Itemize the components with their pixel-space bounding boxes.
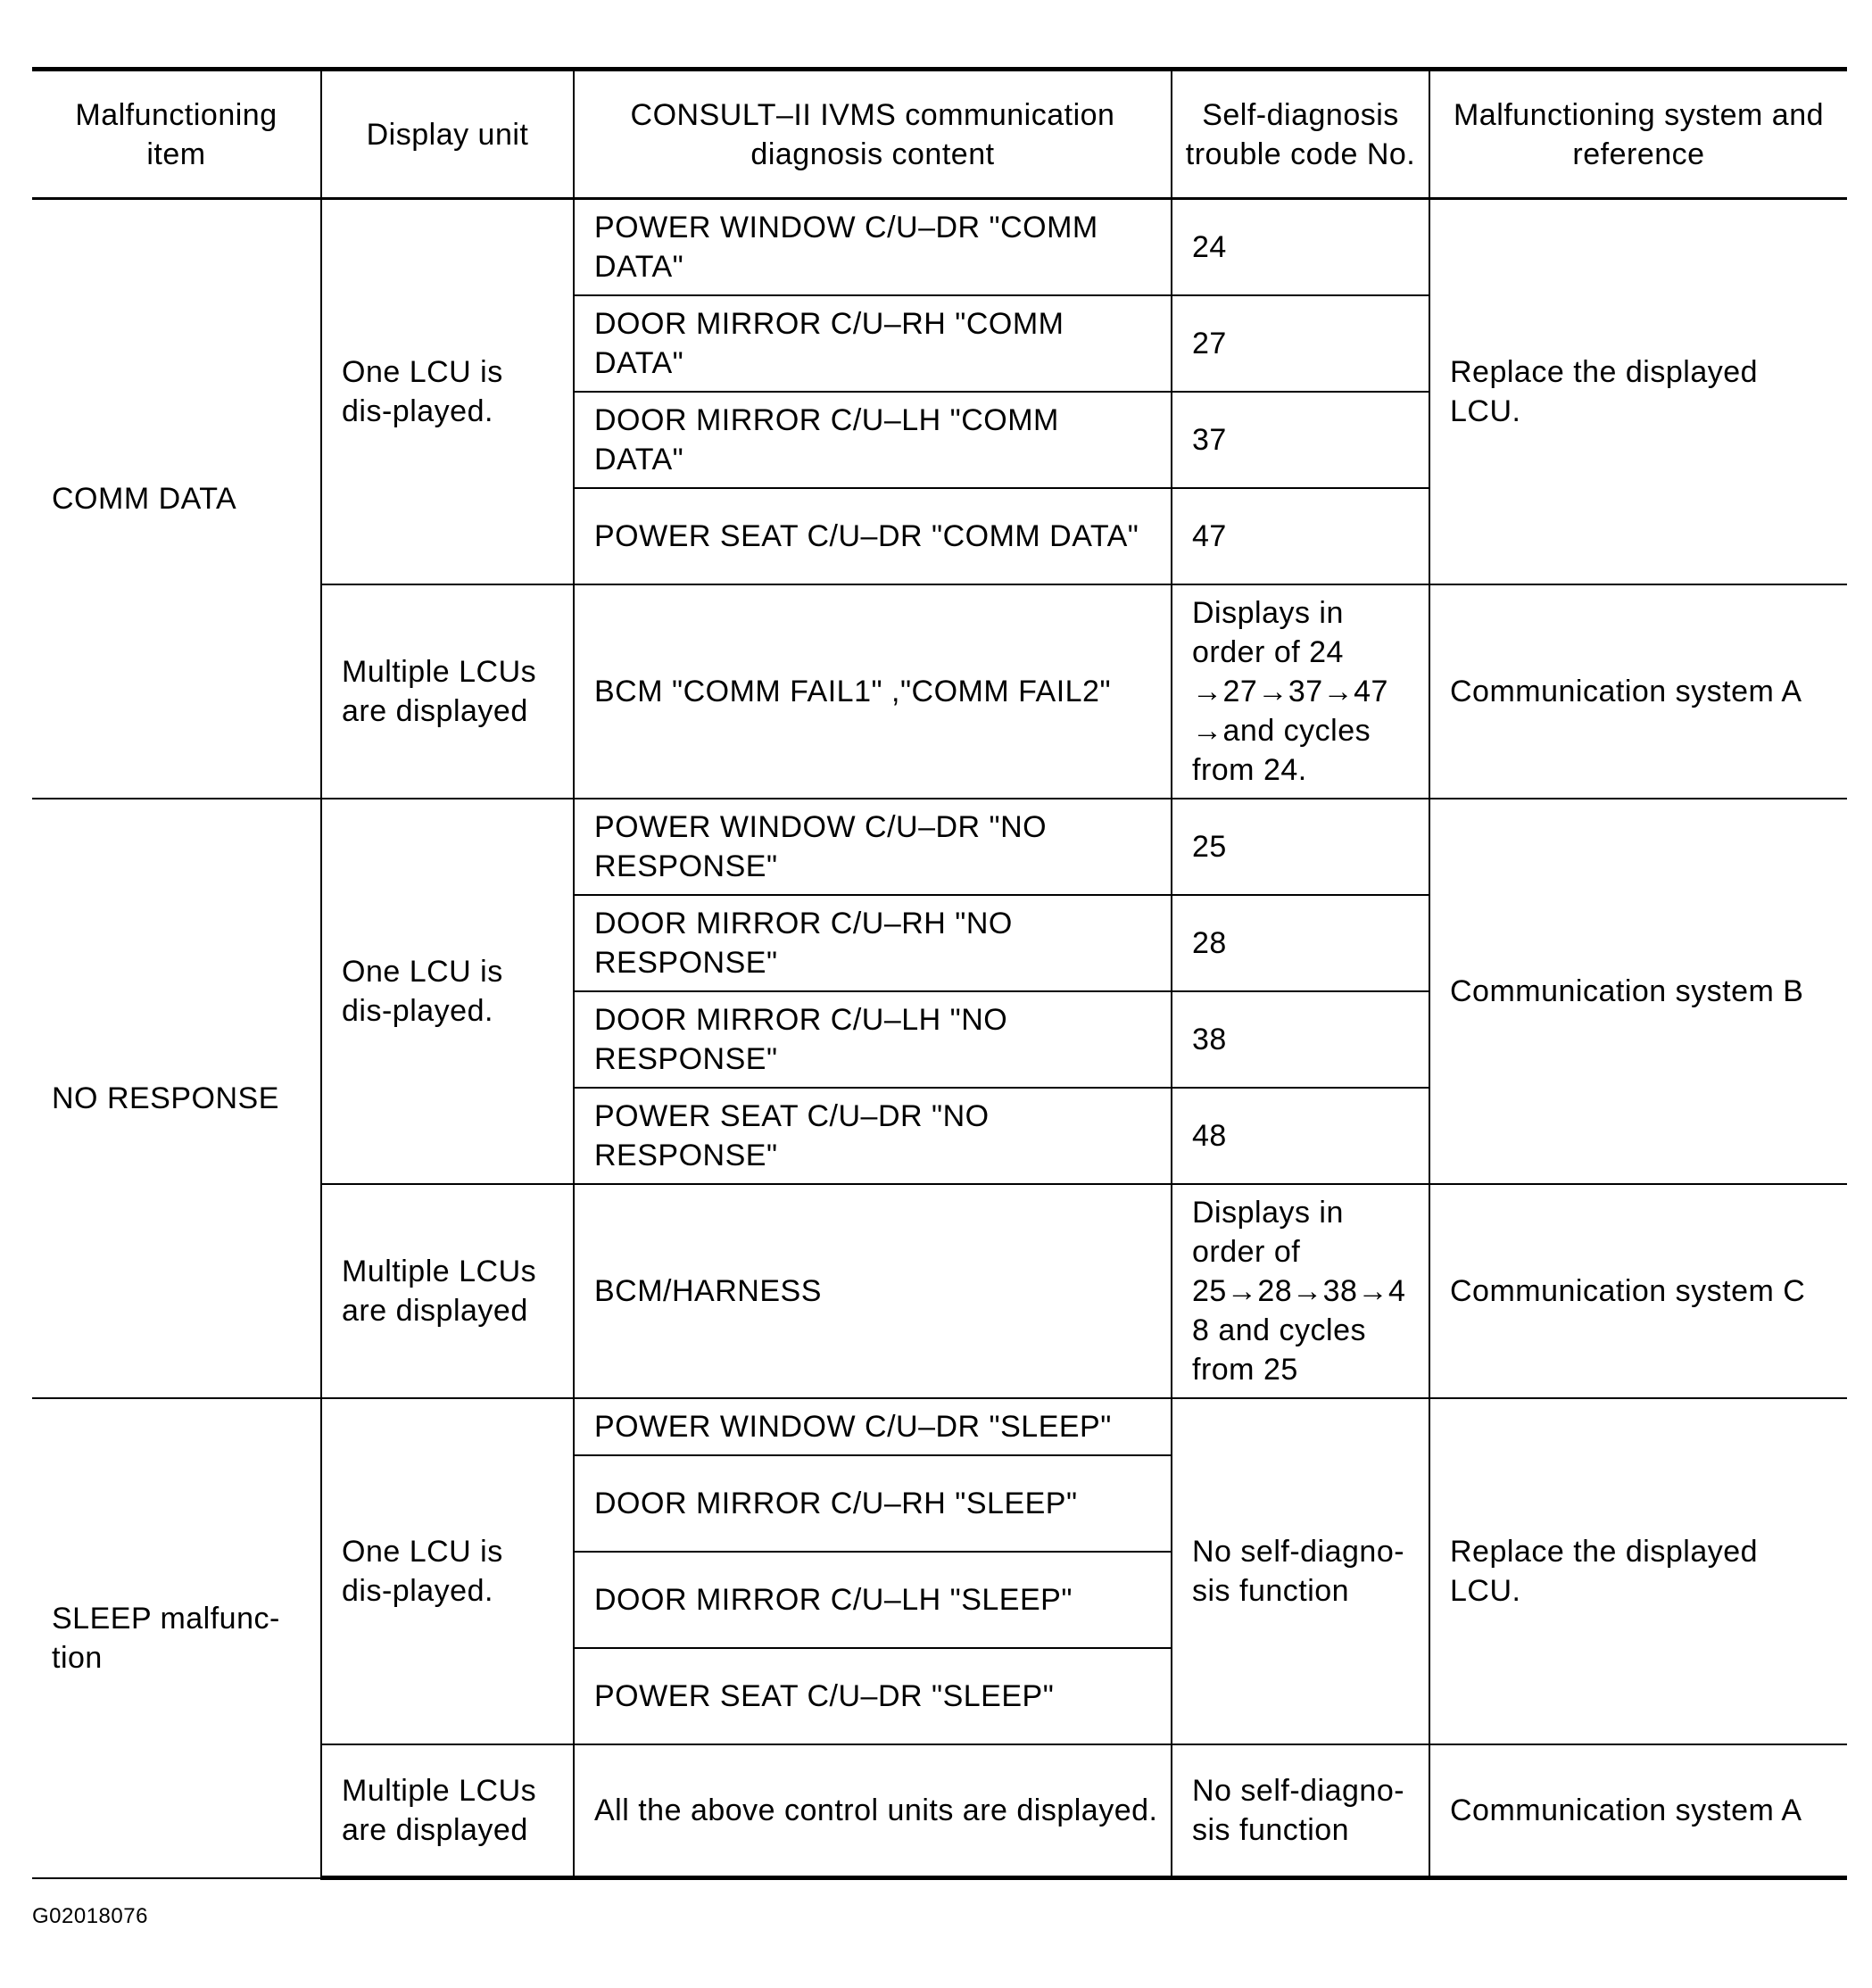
table-row [32,199,1847,295]
trouble-code: Displays in order of 24 →27→37→47 →and cycles from 24. [1172,584,1429,799]
trouble-code: 48 [1172,1088,1429,1184]
diagnosis-table [32,67,1847,1880]
trouble-code: 47 [1172,488,1429,584]
display-unit-multiple: Multiple LCUs are displayed [321,1184,574,1398]
diagnosis-content: DOOR MIRROR C/U–RH "SLEEP" [574,1455,1172,1552]
table-header-row [32,70,1847,199]
trouble-code: 28 [1172,895,1429,991]
malfunction-item-comm-data: COMM DATA [32,199,321,799]
display-unit-one-lcu: One LCU is dis-played. [321,799,574,1184]
table-row [32,799,1847,895]
trouble-code: 38 [1172,991,1429,1088]
diagnosis-content: DOOR MIRROR C/U–RH "COMM DATA" [574,295,1172,392]
table-row [32,1398,1847,1455]
diagnosis-content: POWER WINDOW C/U–DR "NO RESPONSE" [574,799,1172,895]
figure-id: G02018076 [32,1904,148,1928]
trouble-code: 37 [1172,392,1429,488]
trouble-code: Displays in order of 25→28→38→4 8 and cycles from 25 [1172,1184,1429,1398]
system-reference: Replace the displayed LCU. [1429,199,1847,584]
diagnosis-content: POWER WINDOW C/U–DR "SLEEP" [574,1398,1172,1455]
diagnosis-content: DOOR MIRROR C/U–LH "NO RESPONSE" [574,991,1172,1088]
diagnosis-content: BCM "COMM FAIL1" ,"COMM FAIL2" [574,584,1172,799]
trouble-code: 24 [1172,199,1429,295]
system-reference: Communication system A [1429,1744,1847,1878]
header-display-unit: Display unit [321,70,574,199]
header-system-reference: Malfunctioning system and reference [1429,70,1847,199]
diagnosis-content: DOOR MIRROR C/U–LH "COMM DATA" [574,392,1172,488]
diagnosis-content: DOOR MIRROR C/U–LH "SLEEP" [574,1552,1172,1648]
display-unit-one-lcu: One LCU is dis-played. [321,199,574,584]
malfunction-item-sleep: SLEEP malfunc-tion [32,1398,321,1878]
display-unit-multiple: Multiple LCUs are displayed [321,1744,574,1878]
malfunction-item-no-response: NO RESPONSE [32,799,321,1398]
trouble-code: No self-diagno-sis function [1172,1398,1429,1744]
diagnosis-content: All the above control units are displayed. [574,1744,1172,1878]
diagnosis-content: POWER SEAT C/U–DR "COMM DATA" [574,488,1172,584]
diagnosis-content: POWER WINDOW C/U–DR "COMM DATA" [574,199,1172,295]
display-unit-multiple: Multiple LCUs are displayed [321,584,574,799]
diagnosis-content: BCM/HARNESS [574,1184,1172,1398]
display-unit-one-lcu: One LCU is dis-played. [321,1398,574,1744]
header-malfunctioning-item: Malfunctioning item [32,70,321,199]
header-diagnosis-content: CONSULT–II IVMS communication diagnosis content [574,70,1172,199]
system-reference: Communication system C [1429,1184,1847,1398]
system-reference: Communication system B [1429,799,1847,1184]
system-reference: Replace the displayed LCU. [1429,1398,1847,1744]
trouble-code: 25 [1172,799,1429,895]
header-trouble-code: Self-diagnosis trouble code No. [1172,70,1429,199]
diagnosis-content: POWER SEAT C/U–DR "NO RESPONSE" [574,1088,1172,1184]
trouble-code: 27 [1172,295,1429,392]
diagnosis-content: DOOR MIRROR C/U–RH "NO RESPONSE" [574,895,1172,991]
system-reference: Communication system A [1429,584,1847,799]
diagnosis-content: POWER SEAT C/U–DR "SLEEP" [574,1648,1172,1744]
trouble-code: No self-diagno-sis function [1172,1744,1429,1878]
